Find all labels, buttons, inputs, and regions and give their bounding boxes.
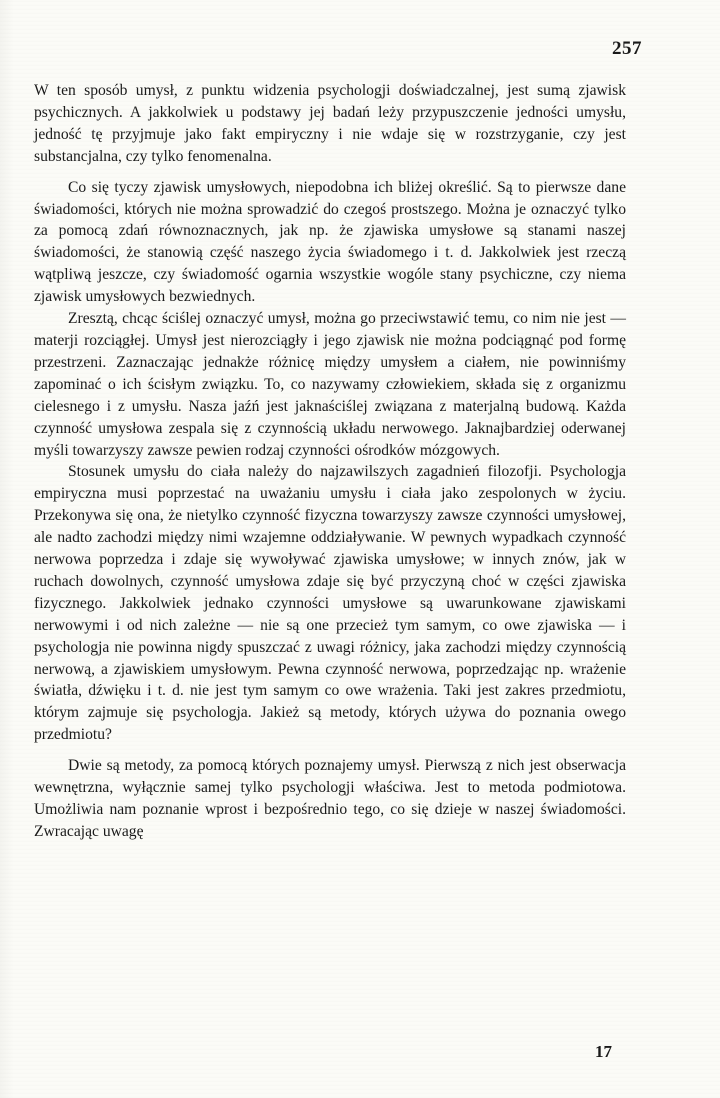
paragraph-2: Co się tyczy zjawisk umysłowych, niepodobna ich bliżej określić. Są to pierwsze dane świadomości, których nie można sprowadzić do czegoś prostszego. Można je oznaczyć tylko za pomocą zdań równoznacznych, jak np. że zjawiska umysłowe są stanami naszej świadomości, że stanowią część naszego życia świadomego i t. d. Jakkolwiek jest rzeczą wątpliwą jeszcze, czy świadomość ogarnia wszystkie wogóle stany psychiczne, czy niema zjawisk umysłowych bezwiednych. xyxy=(34,178,626,306)
paragraph-3: Zresztą, chcąc ściślej oznaczyć umysł, można go przeciwstawić temu, co nim nie jest — materji rozciągłej. Umysł jest nierozciągły i jego zjawisk nie można podciągnąć pod formę przestrzeni. Zaznaczając jednakże różnicę między umysłem a ciałem, nie powinniśmy zapominać o ich ścisłym związku. To, co nazywamy człowiekiem, składa się z organizmu cielesnego i z umysłu. Nasza jaźń jest jaknaściślej związana z materjalną budową. Każda czynność umysłowa zespala się z czynnością układu nerwowego. Jaknajbardziej oderwanej myśli towarzyszy zawsze pewien rodzaj czynności ośrodków mózgowych. xyxy=(34,310,626,459)
printer-signature: 17 xyxy=(595,1042,612,1061)
paragraph-1: W ten sposób umysł, z punktu widzenia psychologji doświadczalnej, jest sumą zjawisk psychicznych. A jakkolwiek u podstawy jej badań leży przypuszczenie jedności umysłu, jedność tę przyjmuje jako fakt empiryczny i nie wdaje się w rozstrzyganie, czy jest substancjalna, czy tylko fenomenalna. xyxy=(34,82,626,165)
paragraph-5: Dwie są metody, za pomocą których poznajemy umysł. Pierwszą z nich jest obserwacja wewnętrzna, wyłącznie samej tylko psychologji właściwa. Jest to metoda podmiotowa. Umożliwia nam poznanie wprost i bezpośrednio tego, co się dzieje w naszej świadomości. Zwracając uwagę xyxy=(34,757,626,840)
body-text xyxy=(34,80,626,843)
paragraph-4: Stosunek umysłu do ciała należy do najzawilszych zagadnień filozofji. Psychologja empiryczna musi poprzestać na uważaniu umysłu i ciała jako zespolonych w życiu. Przekonywa się ona, że nietylko czynność fizyczna towarzyszy zawsze czynności umysłowej, ale nadto zachodzi między nimi wzajemne oddziaływanie. W pewnych wypadkach czynność nerwowa poprzedza i zdaje się wywoływać zjawiska umysłowe; w innych znów, jak w ruchach dowolnych, czynność umysłowa zdaje się być przyczyną choć w części zjawiska fizycznego. Jakkolwiek jednako czynności umysłowe są uwarunkowane zjawiskami nerwowymi i od nich zależne — nie są one przecież tym samym, co owe zjawiska — i psychologja nie powinna nigdy spuszczać z uwagi różnicy, jaka zachodzi między czynnością nerwową, a zjawiskiem umysłowym. Pewna czynność nerwowa, poprzedzając np. wrażenie światła, dźwięku i t. d. nie jest tym samym co owe wrażenia. Taki jest zakres przedmiotu, którym zajmuje się psychologja. Jakież są metody, których używa do poznania owego przedmiotu? xyxy=(34,463,626,744)
page-number: 257 xyxy=(612,38,642,59)
